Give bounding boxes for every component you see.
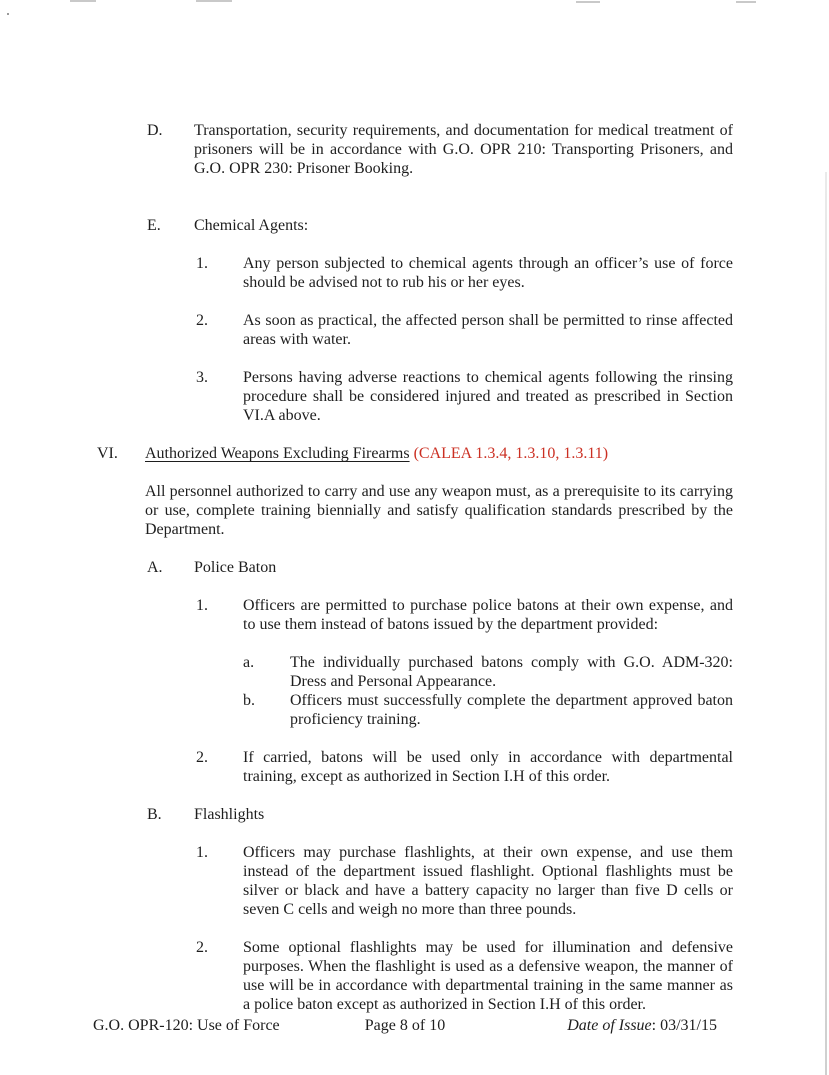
outline-item-A1 — [196, 596, 733, 634]
scan-artifact-top-3 — [576, 1, 600, 3]
scan-artifact-dot — [7, 13, 9, 15]
outline-label: A. — [147, 559, 163, 576]
outline-text: Chemical Agents: — [194, 217, 309, 234]
scan-artifact-right-edge — [825, 172, 827, 1075]
outline-text: The individually purchased batons comply with G.O. ADM-320: Dress and Personal Appearance. — [290, 654, 733, 690]
footer-date-of-issue — [509, 1016, 717, 1035]
scan-artifact-top-4 — [736, 1, 756, 3]
outline-text: Officers are permitted to purchase police batons at their own expense, and to use them instead of batons issued by the department provided: — [243, 597, 733, 633]
outline-text: As soon as practical, the affected person shall be permitted to rinse affected areas with water. — [243, 312, 733, 348]
section-heading-VI — [97, 444, 733, 463]
outline-item-A — [147, 558, 733, 577]
scan-artifact-top-1 — [70, 0, 96, 2]
outline-text: Flashlights — [194, 806, 265, 823]
page-footer — [93, 1016, 717, 1035]
outline-text: Officers must successfully complete the department approved baton proficiency training. — [290, 692, 733, 728]
outline-item-E1 — [196, 254, 733, 292]
outline-text: Any person subjected to chemical agents through an officer’s use of force should be advised not to rub his or her eyes. — [243, 255, 733, 291]
outline-label: 1. — [196, 844, 208, 861]
footer-date-label: Date of Issue — [567, 1017, 652, 1034]
outline-text: Officers may purchase flashlights, at their own expense, and use them instead of the department issued flashlight. Optional flashlights must be silver or black and have a battery capacity no larger than five D cells or seven C cells and weigh no more than three pounds. — [243, 844, 733, 918]
outline-label: a. — [243, 654, 255, 671]
outline-label: 2. — [196, 312, 208, 329]
footer-page-number: Page 8 of 10 — [364, 1017, 446, 1034]
outline-label: VI. — [97, 445, 118, 462]
outline-item-A1a — [243, 653, 733, 691]
outline-text: If carried, batons will be used only in accordance with departmental training, except as authorized in Section I.H of this order. — [243, 749, 733, 785]
calea-reference: (CALEA 1.3.4, 1.3.10, 1.3.11) — [409, 445, 609, 462]
outline-label: E. — [147, 217, 161, 234]
outline-item-D — [147, 121, 733, 178]
outline-item-E3 — [196, 368, 733, 425]
paragraph-text: All personnel authorized to carry and use any weapon must, as a prerequisite to its carrying or use, complete training biennially and satisfy qualification standards prescribed by the Department. — [145, 483, 733, 538]
outline-label: 2. — [196, 749, 208, 766]
outline-item-E2 — [196, 311, 733, 349]
outline-item-A1b — [243, 691, 733, 729]
outline-item-A2 — [196, 748, 733, 786]
outline-item-E — [147, 216, 733, 235]
footer-document-title: G.O. OPR-120: Use of Force — [93, 1017, 280, 1034]
heading-title: Authorized Weapons Excluding Firearms — [145, 445, 410, 462]
outline-item-B1 — [196, 843, 733, 919]
section-heading-text — [145, 444, 733, 463]
outline-text: Some optional flashlights may be used for illumination and defensive purposes. When the flashlight is used as a defensive weapon, the manner of use will be in accordance with departmental training in the same manner as a police baton except as authorized in Section I.H of this order. — [243, 939, 733, 1013]
outline-label: D. — [147, 122, 163, 139]
outline-label: b. — [243, 692, 255, 709]
outline-label: 1. — [196, 255, 208, 272]
outline-item-B — [147, 805, 733, 824]
outline-text: Persons having adverse reactions to chemical agents following the rinsing procedure shall be considered injured and treated as prescribed in Section VI.A above. — [243, 369, 733, 424]
outline-text: Transportation, security requirements, and documentation for medical treatment of prisoners will be in accordance with G.O. OPR 210: Transporting Prisoners, and G.O. OPR 230: Prisoner Booking. — [194, 122, 733, 177]
outline-label: 2. — [196, 939, 208, 956]
footer-date-value: : 03/31/15 — [651, 1017, 717, 1034]
scan-artifact-top-2 — [196, 0, 232, 2]
document-body — [97, 121, 733, 1014]
outline-label: 3. — [196, 369, 208, 386]
outline-text: Police Baton — [194, 559, 277, 576]
outline-item-B2 — [196, 938, 733, 1014]
section-intro-paragraph — [97, 482, 733, 539]
outline-label: 1. — [196, 597, 208, 614]
outline-label: B. — [147, 806, 162, 823]
